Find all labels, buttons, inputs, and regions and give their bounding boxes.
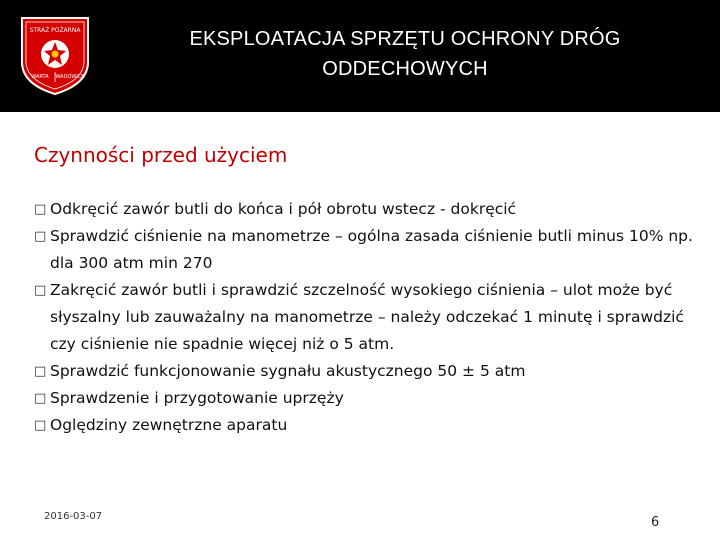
list-item xyxy=(34,196,694,223)
bullet-icon: □ xyxy=(34,283,47,298)
header-banner xyxy=(0,0,720,112)
list-item xyxy=(34,277,694,358)
list-item-text: Sprawdzenie i przygotowanie uprzęży xyxy=(50,389,344,407)
list-item-text: Sprawdzić ciśnienie na manometrze – ogólna zasada ciśnienie butli minus 10% np. dla 300 atm min 270 xyxy=(50,227,693,272)
title-line-2: ODDECHOWYCH xyxy=(322,58,488,80)
list-item-text: Oględziny zewnętrzne aparatu xyxy=(50,416,288,434)
list-item xyxy=(34,358,694,385)
bullet-icon: □ xyxy=(34,418,47,433)
list-item xyxy=(34,412,694,439)
bullet-icon: □ xyxy=(34,391,47,406)
page-number: 6 xyxy=(651,515,660,530)
svg-text:WARTA: WARTA xyxy=(31,74,49,80)
footer-date: 2016-03-07 xyxy=(44,511,103,522)
bullet-list xyxy=(34,196,694,439)
svg-text:WADOWICE: WADOWICE xyxy=(55,74,85,80)
bullet-icon: □ xyxy=(34,202,47,217)
list-item xyxy=(34,223,694,277)
section-heading: Czynności przed użyciem xyxy=(34,143,288,167)
svg-text:STRAŻ POŻARNA: STRAŻ POŻARNA xyxy=(29,27,81,34)
slide-title xyxy=(110,24,700,84)
list-item xyxy=(34,385,694,412)
bullet-icon: □ xyxy=(34,364,47,379)
list-item-text: Zakręcić zawór butli i sprawdzić szczelność wysokiego ciśnienia – ulot może być słyszalny lub zauważalny na manometrze – należy odczekać 1 minutę i sprawdzić czy ciśnienie nie spadnie więcej niż o 5 atm. xyxy=(50,281,684,353)
title-line-1: EKSPLOATACJA SPRZĘTU OCHRONY DRÓG xyxy=(189,28,621,50)
bullet-icon: □ xyxy=(34,229,47,244)
fire-brigade-logo xyxy=(14,14,96,96)
list-item-text: Sprawdzić funkcjonowanie sygnału akustycznego 50 ± 5 atm xyxy=(50,362,526,380)
list-item-text: Odkręcić zawór butli do końca i pół obrotu wstecz - dokręcić xyxy=(50,200,517,218)
